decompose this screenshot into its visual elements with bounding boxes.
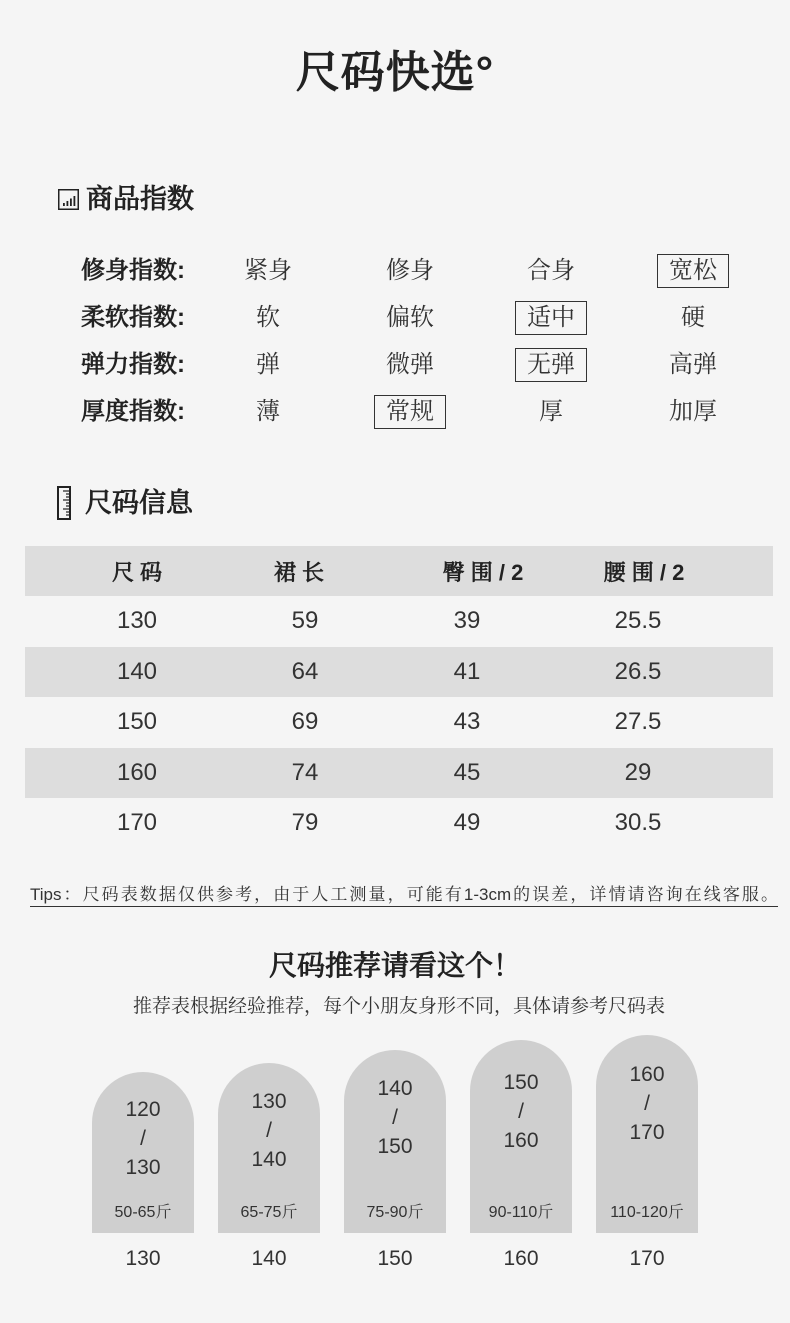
column-header-waist: 腰 围 / 2 <box>603 559 685 585</box>
recommended-size: 140 <box>251 1247 287 1270</box>
recommendation-card <box>218 1063 320 1233</box>
index-option: 适中 <box>515 301 587 335</box>
recommendation-card <box>92 1072 194 1233</box>
index-option: 宽松 <box>657 254 729 288</box>
table-cell: 45 <box>453 758 481 786</box>
column-header-hip: 臀 围 / 2 <box>442 559 524 585</box>
height-range-start: 140 <box>377 1076 413 1100</box>
height-range-end: 140 <box>251 1147 287 1171</box>
table-cell: 59 <box>291 607 319 635</box>
column-header-length: 裙 长 <box>273 559 325 585</box>
table-cell: 29 <box>624 758 652 786</box>
recommendation-title: 尺码推荐请看这个！ <box>268 950 521 981</box>
table-cell: 160 <box>116 758 158 786</box>
index-option: 偏软 <box>386 304 434 331</box>
index-label: 弹力指数: <box>81 351 185 378</box>
weight-range: 90-110斤 <box>488 1204 554 1221</box>
index-row-elasticity <box>0 348 790 382</box>
table-cell: 30.5 <box>614 809 662 837</box>
index-option: 合身 <box>527 257 575 284</box>
table-cell: 43 <box>453 708 481 736</box>
table-row <box>25 647 773 698</box>
recommended-size: 170 <box>629 1247 665 1270</box>
table-cell: 79 <box>291 809 319 837</box>
height-range-end: 160 <box>503 1128 539 1152</box>
table-cell: 64 <box>291 657 319 685</box>
weight-range: 65-75斤 <box>240 1204 298 1221</box>
height-range-end: 130 <box>125 1155 161 1179</box>
height-range-separator: / <box>266 1118 272 1142</box>
column-header-size: 尺 码 <box>111 559 163 585</box>
table-cell: 170 <box>116 809 158 837</box>
index-label: 修身指数: <box>81 257 185 284</box>
index-row-thickness <box>0 395 790 429</box>
section-heading-product-index: 商品指数 <box>86 184 194 214</box>
table-cell: 130 <box>116 607 158 635</box>
index-option: 软 <box>256 304 280 331</box>
index-row-softness <box>0 301 790 335</box>
weight-range: 110-120斤 <box>610 1204 684 1221</box>
recommendation-card <box>596 1035 698 1233</box>
recommendation-card <box>470 1040 572 1233</box>
index-option: 硬 <box>681 304 705 331</box>
table-cell: 140 <box>116 657 158 685</box>
table-row <box>25 697 773 748</box>
height-range-separator: / <box>392 1105 398 1129</box>
recommended-size: 130 <box>125 1247 161 1270</box>
index-option: 加厚 <box>669 398 717 425</box>
table-cell: 74 <box>291 758 319 786</box>
recommendation-subtitle: 推荐表根据经验推荐，每个小朋友身形不同，具体请参考尺码表 <box>132 996 665 1017</box>
table-row <box>25 596 773 647</box>
index-option: 常规 <box>374 395 446 429</box>
index-row-fit <box>0 254 790 288</box>
height-range-end: 150 <box>377 1134 413 1158</box>
table-cell: 39 <box>453 607 481 635</box>
index-label: 厚度指数: <box>81 398 185 425</box>
recommendation-card <box>344 1050 446 1233</box>
index-option: 无弹 <box>515 348 587 382</box>
index-option: 高弹 <box>669 351 717 378</box>
table-cell: 150 <box>116 708 158 736</box>
weight-range: 75-90斤 <box>366 1204 424 1221</box>
height-range-start: 160 <box>629 1062 665 1086</box>
table-cell: 41 <box>453 657 481 685</box>
table-cell: 26.5 <box>614 657 662 685</box>
index-option: 紧身 <box>244 257 292 284</box>
ruler-icon <box>57 486 71 520</box>
height-range-start: 130 <box>251 1089 287 1113</box>
table-row <box>25 748 773 799</box>
weight-range: 50-65斤 <box>114 1204 172 1221</box>
table-header <box>25 546 773 596</box>
index-option: 薄 <box>256 398 280 425</box>
index-option: 弹 <box>256 351 280 378</box>
height-range-separator: / <box>518 1099 524 1123</box>
table-row <box>25 798 773 849</box>
height-range-start: 120 <box>125 1097 161 1121</box>
table-cell: 25.5 <box>614 607 662 635</box>
index-option: 修身 <box>386 257 434 284</box>
recommended-size: 160 <box>503 1247 539 1270</box>
index-option: 微弹 <box>386 351 434 378</box>
index-label: 柔软指数: <box>81 304 185 331</box>
height-range-separator: / <box>140 1126 146 1150</box>
section-heading-size-info: 尺码信息 <box>85 488 193 518</box>
table-cell: 27.5 <box>614 708 662 736</box>
height-range-start: 150 <box>503 1070 539 1094</box>
recommended-size: 150 <box>377 1247 413 1270</box>
height-range-end: 170 <box>629 1120 665 1144</box>
size-table <box>25 546 773 849</box>
table-cell: 49 <box>453 809 481 837</box>
index-option: 厚 <box>539 398 563 425</box>
page-title: 尺码快选° <box>295 48 495 97</box>
bar-chart-icon <box>58 189 79 210</box>
height-range-separator: / <box>644 1091 650 1115</box>
tips-note: Tips：尺码表数据仅供参考，由于人工测量，可能有1-3cm的误差，详情请咨询在线客服。 <box>30 885 778 907</box>
table-cell: 69 <box>291 708 319 736</box>
